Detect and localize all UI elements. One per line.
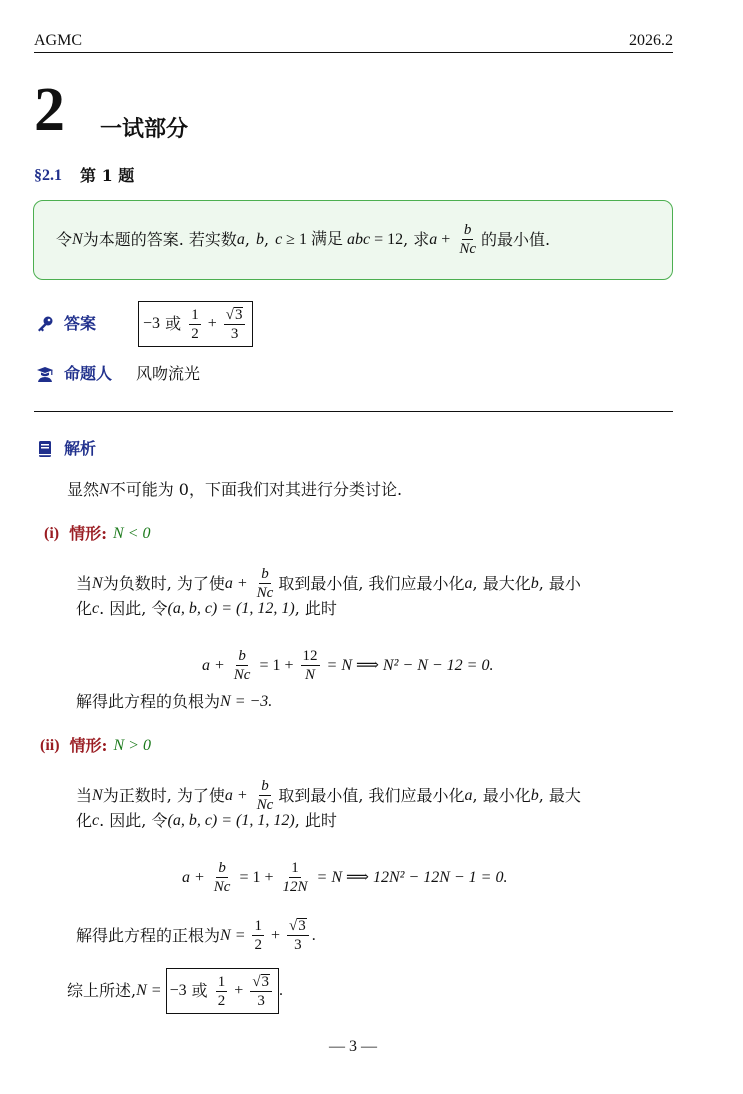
- header-left: AGMC: [34, 32, 83, 49]
- equation-fraction: [212, 860, 233, 895]
- case1-result: [76, 692, 272, 712]
- answer-text: 或: [160, 314, 187, 333]
- key-icon: [36, 315, 54, 333]
- section-heading: [34, 166, 134, 186]
- problem-statement: [56, 222, 550, 257]
- case-text: . 因此, 令: [99, 811, 168, 830]
- author-label: 命题人: [64, 364, 113, 383]
- section-title: 第 1 题: [80, 166, 135, 185]
- answer-label: 答案: [64, 314, 97, 333]
- case-text: c: [92, 600, 100, 617]
- fraction-denominator: Nc: [256, 585, 274, 601]
- sqrt-argument: 3: [298, 918, 306, 934]
- case-text: a: [464, 786, 473, 804]
- case-fraction: [255, 778, 276, 813]
- case-text: N: [92, 574, 103, 592]
- case-text: (a, b, c) = (1, 1, 12): [167, 812, 295, 829]
- problem-fraction: [457, 222, 478, 257]
- equation-text: = 1 +: [255, 656, 298, 674]
- case-text: , 最小化: [472, 785, 531, 805]
- answer-sqrt-fraction: √ 3 3: [224, 307, 246, 342]
- fraction-numerator: 1: [217, 973, 226, 990]
- case-text: +: [266, 926, 285, 944]
- equation-text: = 1 +: [235, 868, 278, 886]
- conclusion-text: +: [230, 982, 248, 999]
- sqrt-argument: 3: [234, 306, 243, 323]
- case-text: 化: [76, 599, 93, 618]
- analysis-label: 解析: [64, 439, 97, 458]
- case-text: 取到最小值, 我们应最小化: [278, 573, 465, 593]
- fraction-numerator: 1: [254, 918, 262, 934]
- fraction-numerator: b: [218, 860, 226, 876]
- fraction-denominator: 3: [257, 992, 265, 1009]
- author-name: 风吻流光: [136, 364, 201, 383]
- problem-text: ≥ 1 满足: [282, 230, 347, 248]
- fraction-numerator: 12: [302, 648, 318, 664]
- problem-box: [33, 200, 673, 280]
- fraction-numerator: b: [261, 566, 269, 582]
- fraction-numerator: 1: [191, 306, 199, 323]
- case-text: 为正数时, 为了使: [102, 785, 225, 805]
- conclusion-box: [166, 968, 279, 1014]
- case-text: N = −3.: [220, 693, 273, 710]
- problem-text: c: [275, 230, 283, 248]
- case-text: a +: [224, 786, 252, 804]
- case-text: b: [530, 786, 539, 804]
- fraction-denominator: Nc: [213, 879, 231, 895]
- result-fraction: [252, 918, 264, 953]
- equation-fraction: [281, 860, 310, 895]
- case-text: 取到最小值, 我们应最小化: [278, 785, 465, 805]
- case-text: 解得此方程的正根为: [76, 925, 221, 945]
- case1-line2: [76, 599, 337, 619]
- case1-heading: [44, 524, 151, 544]
- book-icon: [36, 440, 54, 458]
- answer-text: +: [203, 315, 221, 332]
- case2-heading: [40, 736, 151, 756]
- problem-text: a: [236, 230, 245, 248]
- equation-fraction: [301, 648, 320, 683]
- case-text: 解得此方程的负根为: [76, 692, 221, 711]
- case1-line1: [76, 566, 581, 601]
- case-text: N: [92, 786, 103, 804]
- equation-text: a +: [202, 656, 229, 674]
- problem-text: ,: [263, 229, 270, 249]
- fraction-denominator: 3: [294, 937, 302, 953]
- intro-text: N: [99, 481, 110, 498]
- conclusion-fraction: [216, 974, 228, 1009]
- problem-text: a: [429, 230, 438, 248]
- page-number: — 3 —: [329, 1038, 377, 1055]
- case-text: N =: [220, 926, 250, 944]
- case-text: 当: [76, 785, 93, 805]
- case-label: 情形:: [69, 736, 108, 755]
- author-row: [36, 364, 200, 384]
- chapter-number: 2: [34, 76, 65, 144]
- fraction-denominator: N: [305, 667, 316, 683]
- intro-text: 不可能为 0，下面我们对其进行分类讨论.: [109, 480, 403, 499]
- case-text: a: [464, 574, 473, 592]
- conclusion-sqrt-fraction: √ 3 3: [250, 974, 272, 1009]
- case-text: (a, b, c) = (1, 12, 1): [167, 600, 295, 617]
- problem-text: +: [437, 230, 455, 248]
- case-label: 情形:: [69, 524, 108, 543]
- case-index: (ii): [40, 737, 60, 754]
- fraction-denominator: 2: [191, 325, 199, 342]
- graduate-icon: [36, 365, 54, 383]
- problem-text: 为本题的答案. 若实数: [82, 229, 237, 249]
- case-text: c: [92, 812, 100, 829]
- case-text: , 最小: [538, 573, 581, 593]
- case-text: .: [311, 926, 316, 944]
- fraction-denominator: 3: [230, 325, 239, 342]
- divider: [34, 411, 673, 412]
- equation-fraction: [232, 648, 253, 683]
- header-rule: [34, 52, 673, 53]
- intro-text: 显然: [67, 480, 100, 499]
- answer-box: [138, 301, 253, 347]
- equation-text: = N ⟹ 12N² − 12N − 1 = 0.: [312, 868, 508, 886]
- case2-line2: [76, 811, 337, 831]
- analysis-label-row: [36, 439, 96, 459]
- case-text: 为负数时, 为了使: [102, 573, 225, 593]
- result-sqrt-fraction: √ 3 3: [287, 918, 309, 953]
- case2-equation: [182, 860, 507, 895]
- problem-text: = 12: [370, 230, 404, 248]
- conclusion-text: 综上所述,: [67, 981, 137, 1000]
- case1-equation: [202, 648, 493, 683]
- case2-line1: [76, 778, 581, 813]
- case-text: , 此时: [294, 811, 337, 830]
- fraction-denominator: 12N: [282, 879, 308, 895]
- problem-text: abc: [346, 230, 371, 248]
- conclusion-text: −3: [169, 982, 187, 999]
- answer-text: −3: [143, 315, 161, 332]
- case-text: , 此时: [294, 599, 337, 618]
- case-condition: N > 0: [113, 737, 151, 754]
- case-text: . 因此, 令: [99, 599, 168, 618]
- equation-text: = N ⟹ N² − N − 12 = 0.: [322, 656, 494, 674]
- case-index: (i): [44, 525, 60, 542]
- fraction-denominator: 2: [217, 992, 226, 1009]
- chapter-title: 一试部分: [100, 116, 189, 142]
- intro-paragraph: [67, 480, 402, 500]
- section-number: §2.1: [34, 167, 62, 184]
- fraction-numerator: b: [238, 648, 246, 664]
- case-fraction: [255, 566, 276, 601]
- problem-text: , 求: [403, 229, 430, 249]
- fraction-numerator: 1: [291, 860, 299, 876]
- case-text: b: [530, 574, 539, 592]
- header-right: 2026.2: [629, 32, 673, 49]
- case-text: , 最大: [538, 785, 581, 805]
- answer-fraction: [189, 307, 201, 342]
- conclusion-text: N =: [136, 982, 166, 999]
- conclusion-text: 或: [186, 981, 213, 1000]
- case-text: 化: [76, 811, 93, 830]
- case-condition: N < 0: [113, 525, 151, 542]
- fraction-denominator: Nc: [256, 797, 274, 813]
- problem-text: 的最小值.: [481, 229, 551, 249]
- problem-text: 令: [56, 229, 73, 249]
- fraction-denominator: Nc: [459, 241, 476, 257]
- fraction-numerator: b: [261, 778, 269, 794]
- case-text: a +: [224, 574, 252, 592]
- fraction-denominator: Nc: [233, 667, 251, 683]
- problem-text: N: [72, 230, 83, 248]
- problem-text: ,: [244, 229, 250, 249]
- fraction-numerator: b: [463, 222, 472, 238]
- equation-text: a +: [182, 868, 209, 886]
- sqrt-argument: 3: [261, 973, 270, 990]
- case-text: 当: [76, 573, 93, 593]
- fraction-denominator: 2: [254, 937, 262, 953]
- conclusion: [67, 968, 283, 1014]
- case2-result: [76, 918, 316, 953]
- answer-label-row: [36, 314, 96, 334]
- case-text: , 最大化: [472, 573, 531, 593]
- conclusion-text: .: [279, 982, 284, 999]
- problem-text: b: [255, 230, 264, 248]
